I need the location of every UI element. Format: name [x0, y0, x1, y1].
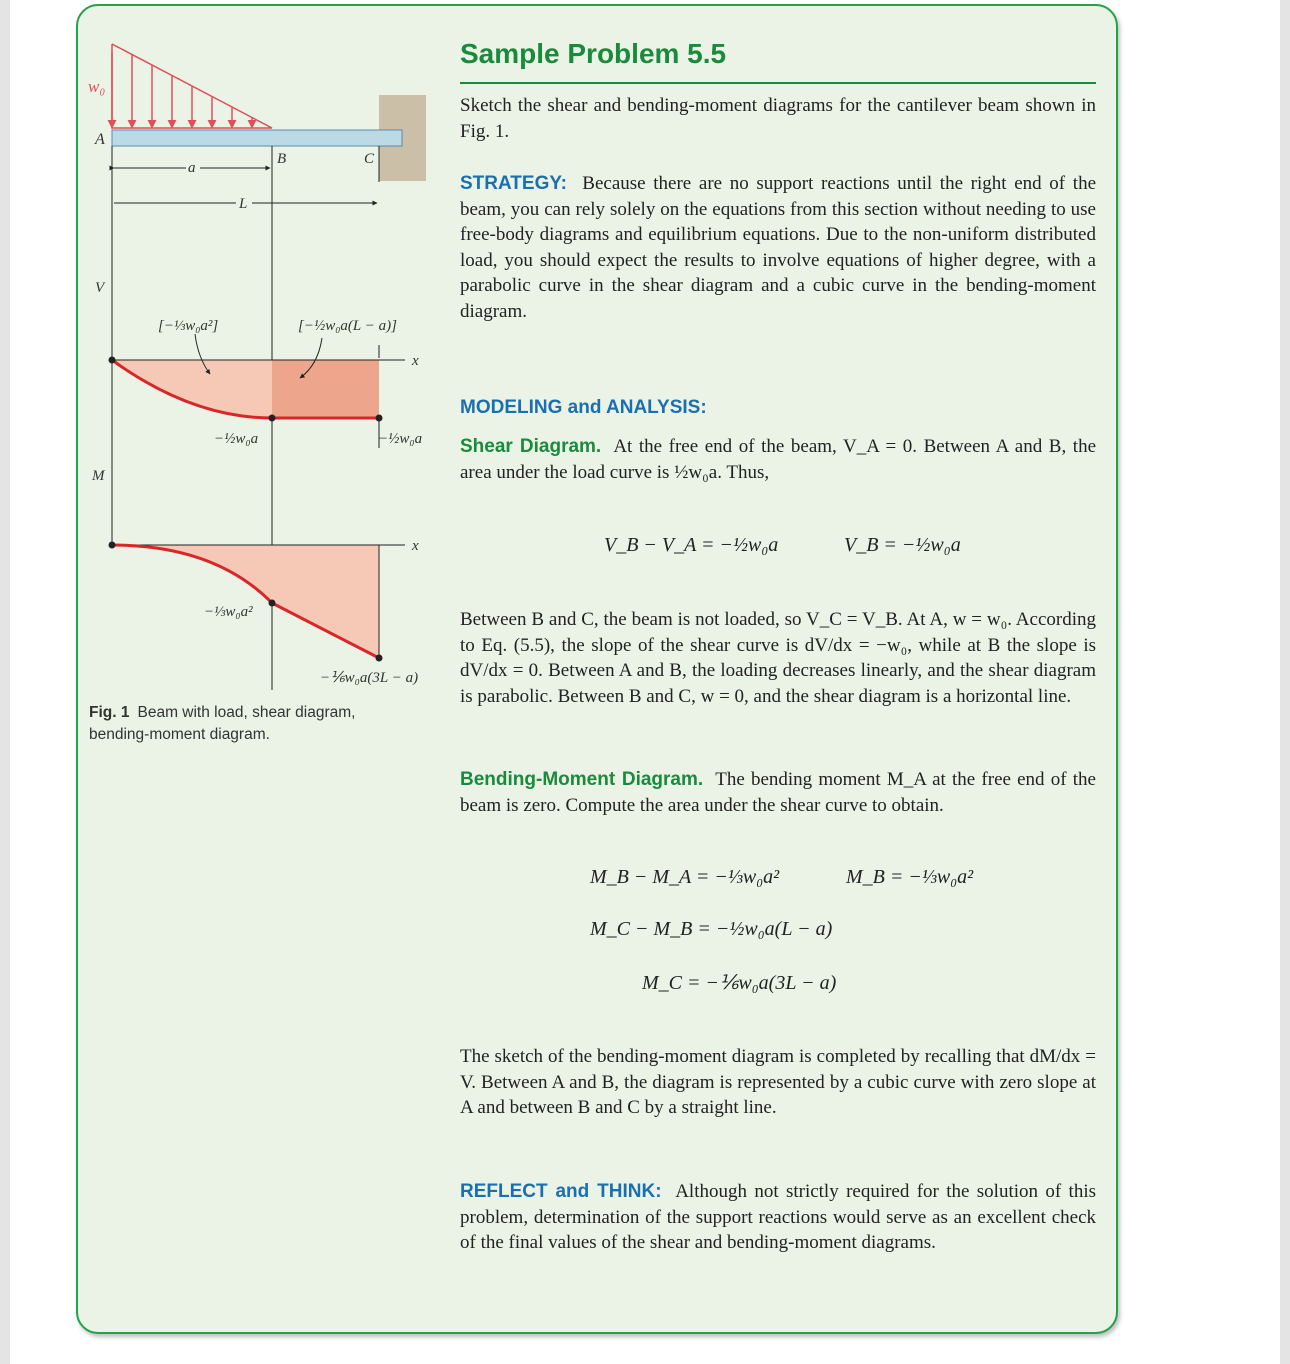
label-A: A — [95, 131, 105, 148]
title-rule — [460, 82, 1096, 84]
dim-L-label: L — [239, 196, 248, 212]
shear-text-2: Between B and C, the beam is not loaded, so V_C = V_B. At A, w = w₀. According to Eq. (5.5), the slope of the shear curve is dV/dx = −w₀, while at B the slope is dV/dx = 0. Between A and B, the loading decreases linearly, and the shear diagram is parabolic. Between B and C, w = 0, and the shear diagram is a horizontal line. — [460, 609, 1096, 707]
moment-x-label: x — [412, 538, 419, 554]
label-B: B — [277, 151, 287, 167]
reflect-paragraph — [460, 1179, 1096, 1256]
moment-eq-2: M_B = −⅓w₀a² — [846, 866, 974, 888]
M-axis-label: M — [92, 468, 105, 484]
moment-text-2: The sketch of the bending-moment diagram is completed by recalling that dM/dx = V. Between A and B, the diagram is represented by a cubic curve with zero slope at A and between B and C by a straight line. — [460, 1046, 1096, 1118]
shear-diagram — [95, 280, 422, 447]
moment-text: The bending moment M_A at the free end of the beam is zero. Compute the area under the shear curve to obtain. — [460, 769, 1096, 816]
beam — [112, 130, 402, 146]
w0-label: w₀ — [88, 77, 106, 96]
shear-text: At the free end of the beam, V_A = 0. Between A and B, the area under the load curve is ½w₀a. Thus, — [460, 436, 1097, 483]
moment-eq-4: M_C = −⅙w₀a(3L − a) — [642, 972, 837, 994]
moment-diagram — [91, 465, 419, 686]
intro-text: Sketch the shear and bending-moment diagrams for the cantilever beam shown in Fig. 1. — [460, 95, 1096, 142]
strategy-text: Because there are no support reactions until the right end of the beam, you can rely solely on the equations from this section without needing to use free-body diagrams and equilibrium equations. Due to the non-uniform distributed load, you should expect the results to involve equations of higher degree, with a parabolic curve in the shear diagram and a cubic curve in the bending-moment diagram. — [460, 173, 1097, 322]
shear-paragraph — [460, 434, 1096, 485]
page-title: Sample Problem 5.5 — [460, 38, 727, 69]
dim-a-label: a — [188, 160, 196, 176]
moment-paragraph — [460, 767, 1096, 818]
figure-caption — [89, 702, 419, 746]
caption-text: Beam with load, shear diagram, bending-moment diagram. — [89, 704, 356, 743]
shear-eq-1: V_B − V_A = −½w₀a — [604, 534, 779, 556]
modeling-heading-text: MODELING and ANALYSIS: — [460, 397, 707, 418]
caption-label: Fig. 1 — [89, 704, 130, 721]
shear-heading: Shear Diagram. — [460, 436, 602, 457]
distributed-load — [112, 44, 272, 128]
shear-eq-2: V_B = −½w₀a — [844, 534, 961, 556]
V-axis-label: V — [95, 280, 105, 296]
shear-area2-label: [−½w₀a(L − a)] — [298, 318, 397, 334]
moment-value-b: −⅓w₀a² — [204, 604, 253, 620]
strategy-heading: STRATEGY: — [460, 173, 567, 194]
moment-eq-1: M_B − M_A = −⅓w₀a² — [590, 866, 780, 888]
shear-value-c: −½w₀a — [378, 431, 423, 447]
shear-x-label: x — [412, 353, 419, 369]
moment-value-c: −⅙w₀a(3L − a) — [320, 670, 419, 686]
shear-area1-label: [−⅓w₀a²] — [158, 318, 219, 334]
moment-eq-3: M_C − M_B = −½w₀a(L − a) — [590, 918, 833, 940]
strategy-paragraph — [460, 171, 1096, 324]
moment-heading: Bending-Moment Diagram. — [460, 769, 704, 790]
reflect-heading: REFLECT and THINK: — [460, 1181, 662, 1202]
shear-value-b: −½w₀a — [214, 431, 259, 447]
reflect-text: Although not strictly required for the solution of this problem, determination of the support reactions would serve as an excellent check of the final values of the shear and bending-moment diagrams. — [460, 1181, 1096, 1253]
modeling-heading — [460, 395, 1096, 421]
label-C: C — [364, 151, 375, 167]
